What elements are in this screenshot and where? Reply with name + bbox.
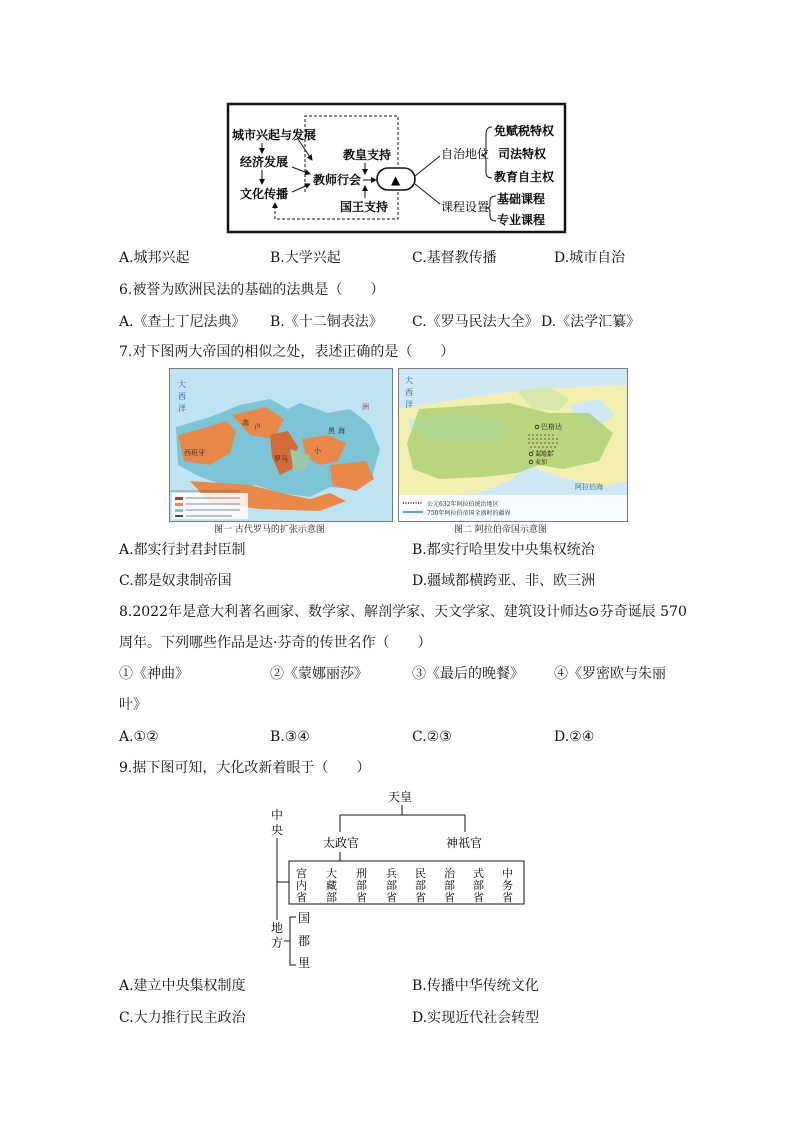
item-education-autonomy: 教育自主权: [494, 170, 555, 184]
map1-label-0: 大: [178, 380, 186, 389]
local-unit-district: 郡: [298, 934, 311, 948]
map2-label-1: 西: [405, 388, 413, 397]
node-emperor: 天皇: [388, 790, 413, 804]
q9-stem: 9.据下图可知，大化改新着眼于（ ）: [119, 760, 371, 776]
item-professional-course: 专业课程: [497, 213, 546, 227]
q8-work-4: ④《罗密欧与朱丽: [554, 666, 666, 682]
q8-option-a[interactable]: A.①②: [119, 729, 159, 745]
q9-option-c[interactable]: C.大力推行民主政治: [119, 1010, 246, 1026]
map1-label-2: 洋: [178, 404, 186, 413]
map1-label-6: 罗马: [274, 455, 288, 463]
q9-option-d[interactable]: D.实现近代社会转型: [412, 1010, 540, 1026]
center-teacher-guild: 教师行会: [313, 173, 362, 187]
map2-legend-0: 公元632年阿拉伯统治地区: [427, 501, 499, 508]
map-arab-empire: [398, 368, 628, 522]
map2-legend-1: 750年阿拉伯帝国全盛时的疆界: [427, 510, 511, 517]
q5-option-a[interactable]: A.城邦兴起: [119, 250, 190, 266]
label-local-1: 地: [271, 921, 284, 935]
item-tax-exemption: 免赋税特权: [494, 124, 555, 138]
local-unit-village: 里: [298, 956, 311, 970]
item-judicial: 司法特权: [498, 147, 547, 161]
ministry-2-c3: 部: [326, 891, 337, 904]
ministry-6-c1: 治: [444, 867, 455, 880]
q8-stem-line1: 8.2022年是意大利著名画家、数学家、解剖学家、天文学家、建筑设计师达⊙芬奇诞辰 570: [119, 604, 687, 620]
map1-label-9: 海: [338, 427, 345, 435]
ministry-3-c3: 省: [356, 891, 367, 904]
ministry-6-c3: 省: [444, 891, 455, 904]
node-daijokan: 太政官: [323, 836, 360, 850]
map2-caption: 图二 阿拉伯帝国示意图: [454, 525, 547, 535]
ministry-1-c3: 省: [296, 891, 307, 904]
q5-option-d[interactable]: D.城市自治: [554, 250, 626, 266]
ministry-4-c2: 部: [386, 879, 397, 892]
q6-option-d[interactable]: D.《法学汇纂》: [541, 314, 641, 330]
map1-label-4: 卢: [254, 423, 261, 431]
ministry-5-c1: 民: [415, 867, 426, 880]
q5-option-b[interactable]: B.大学兴起: [270, 250, 341, 266]
q7-option-d[interactable]: D.疆域都横跨亚、非、欧三洲: [412, 573, 596, 589]
node-city-rise: 城市兴起与发展: [232, 128, 317, 142]
label-local-2: 方: [271, 936, 284, 950]
node-culture: 文化传播: [240, 187, 289, 201]
ministry-7-c3: 省: [473, 891, 484, 904]
ministry-1-c1: 宫: [296, 867, 307, 880]
node-jingikan: 神祇官: [446, 836, 483, 850]
map1-caption: 图一 古代罗马的扩张示意图: [214, 525, 325, 535]
q7-option-a[interactable]: A.都实行封君封臣制: [119, 542, 246, 558]
map1-label-1: 西: [178, 392, 186, 401]
map2-label-4: 麦地那: [535, 451, 554, 458]
ministry-7-c1: 式: [473, 867, 484, 880]
ministry-8-c2: 务: [502, 879, 513, 892]
node-economy: 经济发展: [240, 155, 289, 169]
q6-option-c[interactable]: C.《罗马民法大全》: [412, 314, 539, 330]
ministry-3-c1: 刑: [356, 867, 367, 880]
ministry-1-c2: 内: [296, 879, 307, 892]
ministry-4-c3: 省: [386, 891, 397, 904]
support-king: 国王支持: [340, 200, 389, 214]
map2-label-2: 洋: [405, 400, 413, 409]
map2-label-0: 大: [405, 376, 413, 385]
map1-label-5: 西班牙: [184, 449, 205, 457]
q7-stem: 7.对下图两大帝国的相似之处，表述正确的是（ ）: [119, 344, 455, 360]
local-unit-province: 国: [298, 911, 311, 925]
support-pope: 教皇支持: [343, 148, 392, 162]
q6-option-b[interactable]: B.《十二铜表法》: [270, 314, 383, 330]
q5-option-c[interactable]: C.基督教传播: [412, 250, 497, 266]
q8-work-3: ③《最后的晚餐》: [412, 666, 524, 682]
q7-option-b[interactable]: B.都实行哈里发中央集权统治: [412, 542, 595, 558]
ministry-7-c2: 部: [473, 879, 484, 892]
ministry-5-c3: 省: [415, 891, 426, 904]
map1-label-8: 黑: [328, 427, 335, 435]
label-central-2: 央: [271, 823, 284, 837]
branch-curriculum: 课程设置: [441, 200, 490, 214]
q8-stem-line2: 周年。下列哪些作品是达·芬奇的传世名作（ ）: [119, 635, 432, 651]
ministry-8-c3: 省: [502, 891, 513, 904]
q8-option-c[interactable]: C.②③: [412, 729, 452, 745]
q8-work-4-wrap: 叶》: [119, 697, 147, 713]
q8-work-1: ①《神曲》: [119, 666, 189, 682]
branch-autonomy: 自治地位: [441, 147, 490, 161]
q6-option-a[interactable]: A.《查士丁尼法典》: [119, 314, 246, 330]
q9-option-a[interactable]: A.建立中央集权制度: [119, 978, 246, 994]
q7-option-c[interactable]: C.都是奴隶制帝国: [119, 573, 232, 589]
ministry-2-c1: 大: [326, 867, 337, 880]
map1-label-7: 小: [314, 447, 321, 455]
map1-label-3: 高: [242, 419, 249, 427]
q6-stem: 6.被誉为欧洲民法的基础的法典是（ ）: [119, 282, 385, 298]
q9-option-b[interactable]: B.传播中华传统文化: [412, 978, 539, 994]
map2-label-5: 麦加: [535, 459, 548, 466]
ministry-4-c1: 兵: [386, 867, 397, 880]
ministry-5-c2: 部: [415, 879, 426, 892]
map2-label-6: 阿拉伯海: [575, 483, 603, 491]
map2-label-3: 巴格达: [541, 423, 562, 431]
ministry-2-c2: 藏: [326, 879, 337, 892]
q8-option-b[interactable]: B.③④: [270, 729, 310, 745]
center-triangle-icon: ▲: [391, 173, 401, 187]
q8-option-d[interactable]: D.②④: [554, 729, 595, 745]
item-basic-course: 基础课程: [497, 192, 546, 206]
map-roman-expansion: [169, 368, 393, 522]
q8-work-2: ②《蒙娜丽莎》: [270, 666, 368, 682]
ministry-3-c2: 部: [356, 879, 367, 892]
map1-label-10: 洲: [362, 403, 369, 411]
ministry-6-c2: 部: [444, 879, 455, 892]
ministry-8-c1: 中: [502, 867, 513, 880]
label-central-1: 中: [271, 808, 284, 822]
